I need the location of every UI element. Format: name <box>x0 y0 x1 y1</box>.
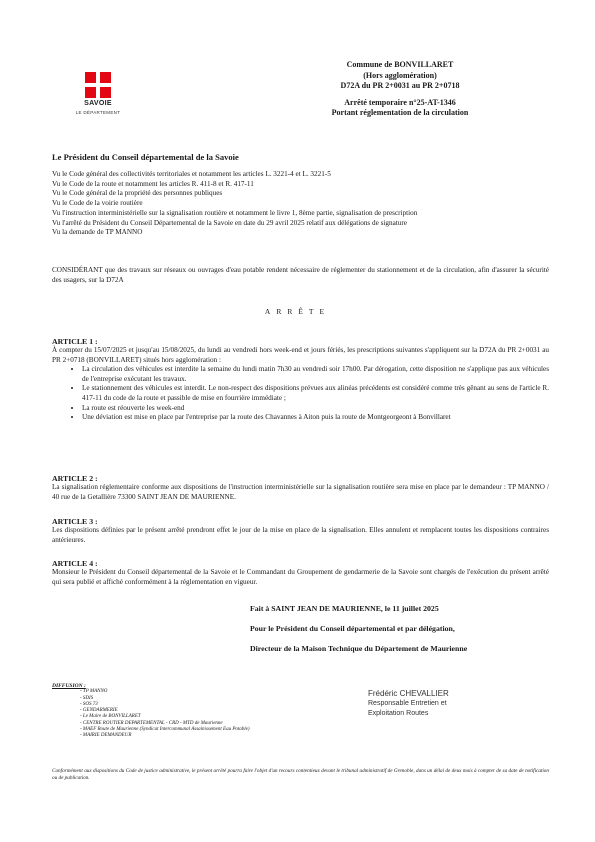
pour-line: Pour le Président du Conseil départemental et par délégation, <box>250 624 455 633</box>
signature-block <box>250 604 550 654</box>
article-1-title: ARTICLE 1 : <box>52 337 98 346</box>
signatory-role: Responsable Entretien et <box>368 700 447 707</box>
diffusion-item: - Le Maire de BONVILLARET <box>80 714 252 720</box>
article-1-intro: À compter du 15/07/2025 et jusqu'au 15/08/2025, du lundi au vendredi hors week-end et jours fériés, les prescriptions suivantes s'appliquent sur la D72A du PR 2+0031 au PR 2+0718 (BONVILLARET) situés hors agglomération : <box>52 346 549 364</box>
article-3-text: Les dispositions définies par le présent arrêté prendront effet le jour de la mise en place de la signalisation. Elles annulent et remplacent toutes les dispositions contraires antérieures. <box>52 526 549 544</box>
vu-item: Vu la demande de TP MANNO <box>52 228 143 237</box>
vu-item: Vu le Code de la voirie routière <box>52 199 143 208</box>
signatory-name: Frédéric CHEVALLIER <box>368 689 449 698</box>
article-2 <box>52 474 549 502</box>
diffusion-list <box>52 683 252 740</box>
arrete-number: Arrêté temporaire n°25-AT-1346 <box>344 97 456 107</box>
arrete-subject: Portant réglementation de la circulation <box>331 108 469 117</box>
article-4 <box>52 559 549 587</box>
arrete-title: ARRÊTE <box>264 307 331 316</box>
article-3 <box>52 517 549 545</box>
logo-name: SAVOIE <box>84 100 112 107</box>
diffusion-item: - CENTRE ROUTIER DEPARTEMENTAL - CRD - MTD de Maurienne <box>80 721 252 727</box>
vu-item: Vu le Code de la route et notamment les articles R. 411-8 et R. 417-11 <box>52 179 254 188</box>
article-2-title: ARTICLE 2 : <box>52 474 98 483</box>
diffusion-item: - MAIRIE DEMANDEUR <box>80 733 252 739</box>
vu-list <box>52 170 552 238</box>
article-4-text: Monsieur le Président du Conseil départemental de la Savoie et le Commandant du Groupement de gendarmerie de la Savoie sont chargés de l'exécution du présent arrêté qui sera publié et affiché conformément à la réglementation en vigueur. <box>52 568 549 586</box>
header-agglomeration: (Hors agglomération) <box>363 70 437 80</box>
diffusion-item: - GENDARMERIE <box>80 708 252 714</box>
vu-item: Vu le Code général des collectivités territoriales et notamment les articles L. 3221-4 et L. 3221-5 <box>52 170 331 178</box>
article-4-title: ARTICLE 4 : <box>52 559 98 568</box>
signatory-role: Exploitation Routes <box>368 710 429 717</box>
article-1-bullet: • Le stationnement des véhicules est interdit. Le non-respect des dispositions prévues aux alinéas précédents est considéré comme très gênant au sens de l'article R. 417-11 du code de la route et passible de mise en fourrière immédiate ; <box>82 384 549 403</box>
savoie-logo <box>66 72 130 115</box>
article-1-bullet: • Une déviation est mise en place par l'entreprise par la route des Chavannes à Aiton puis la route de Montgeorgeont à Bonvillaret <box>82 413 549 423</box>
savoie-cross-icon <box>85 72 111 98</box>
article-2-text: La signalisation réglementaire conforme aux dispositions de l'instruction interministérielle sur la signalisation routière sera mise en place par le demandeur : TP MANNO / 40 rue de la Getallière 73300 SAINT JEAN DE MAURIENNE. <box>52 483 549 501</box>
article-1 <box>52 337 549 423</box>
vu-item: Vu le Code général de la propriété des personnes publiques <box>52 189 223 198</box>
article-1-bullet: • La circulation des véhicules est interdite la semaine du lundi matin 7h30 au vendredi soir 17h00. Par dérogation, cette disposition ne s'applique pas aux véhicules de l'entreprise exécutant les travaux. <box>82 365 549 384</box>
diffusion-item: - SDIS <box>80 696 252 702</box>
legal-footnote: Conformément aux dispositions du Code de justice administrative, le présent arrêté pourra faire l'objet d'un recours contentieux devant le tribunal administratif de Grenoble, dans un délai de deux mois à compter de sa date de notification ou de publication. <box>52 768 549 781</box>
considerant-paragraph: CONSIDÉRANT que des travaux sur réseaux ou ouvrages d'eau potable rendent nécessaire de réglementer du stationnement et de la circulation, afin d'assurer la sécurité des usagers, sur la D72A <box>52 266 549 284</box>
signatory <box>368 689 498 719</box>
logo-subtitle: LE DÉPARTEMENT <box>75 110 121 115</box>
president-heading: Le Président du Conseil départemental de la Savoie <box>52 152 239 162</box>
diffusion-title: DIFFUSION : <box>52 683 86 689</box>
article-1-bullet: • La route est réouverte les week-end <box>82 404 549 414</box>
directeur-line: Directeur de la Maison Technique du Département de Maurienne <box>250 644 468 653</box>
fait-line: Fait à SAINT JEAN DE MAURIENNE, le 11 juillet 2025 <box>250 604 439 613</box>
article-3-title: ARTICLE 3 : <box>52 517 98 526</box>
header-commune: Commune de BONVILLARET <box>346 60 454 69</box>
diffusion-item: - MAEF Route de Maurienne (Syndicat Intercommunal Assainissement Eau Potable) <box>80 727 252 733</box>
article-1-bullets <box>52 365 549 423</box>
diffusion-item: - TP MANNO <box>80 689 252 695</box>
vu-item: Vu l'arrêté du Président du Conseil Départemental de la Savoie en date du 29 avril 2025 relatif aux délégations de signature <box>52 218 407 227</box>
diffusion-item: - SOS 73 <box>80 702 252 708</box>
document-header <box>300 60 500 119</box>
vu-item: Vu l'instruction interministérielle sur la signalisation routière et notamment le livre 1, 8ème partie, signalisation de prescription <box>52 208 418 217</box>
header-road: D72A du PR 2+0031 au PR 2+0718 <box>340 81 460 90</box>
